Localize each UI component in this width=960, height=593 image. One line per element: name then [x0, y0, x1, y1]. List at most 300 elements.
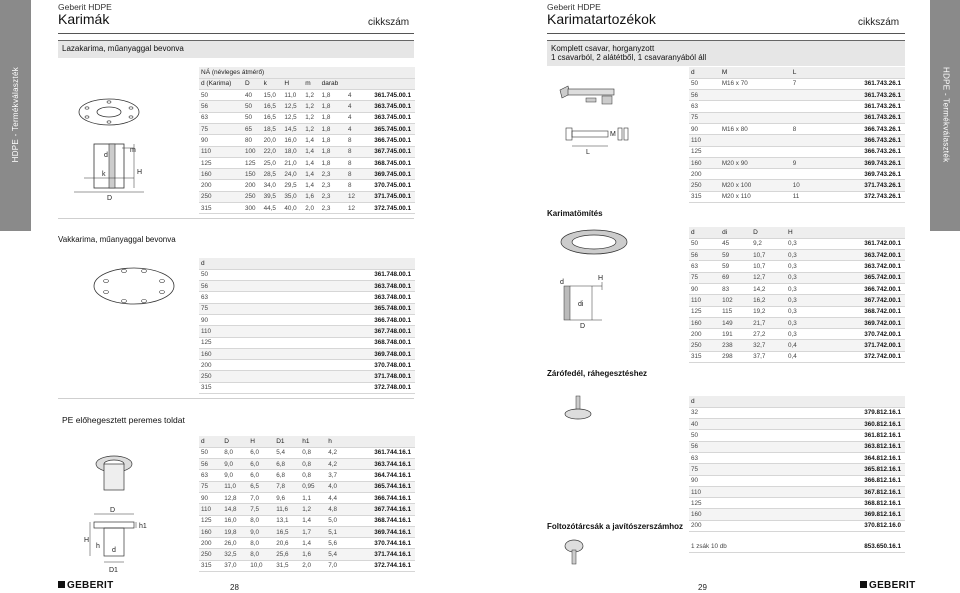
table-row [689, 272, 905, 283]
table-cell: 0,3 [786, 295, 813, 306]
table-cell: 10,7 [751, 261, 786, 272]
table-row [689, 123, 905, 134]
article-number: 368.748.00.1 [254, 337, 415, 348]
table-row [199, 549, 415, 560]
page-number: 29 [698, 583, 707, 592]
csavar-table [689, 67, 905, 203]
table-cell: 1,2 [303, 112, 319, 123]
section-heading-foltozo: Foltozótárcsák a javítószerszámhoz [547, 522, 684, 531]
table-cell: 6,0 [248, 459, 274, 470]
table-cell: 25,0 [262, 157, 283, 168]
table-cell [791, 169, 814, 180]
dim-d: d [112, 547, 116, 554]
table-cell: 16,0 [222, 515, 248, 526]
table-cell: 16,5 [262, 112, 283, 123]
left-page [0, 0, 470, 593]
table-cell: 16,5 [262, 101, 283, 112]
table-cell: 12,7 [751, 272, 786, 283]
table-row [689, 452, 905, 463]
table-cell: 90 [689, 123, 720, 134]
dim-h1: h1 [139, 523, 147, 530]
table-cell: 9,0 [222, 470, 248, 481]
table-cell: 200 [243, 180, 262, 191]
dim-D: D [110, 507, 116, 514]
section-heading-zarofedel: Zárófedél, ráhegesztéshez [547, 369, 648, 378]
table-row [199, 135, 415, 146]
table-cell: 21,0 [282, 157, 303, 168]
table-cell: 6,5 [248, 481, 274, 492]
table-cell: 125 [199, 157, 243, 168]
vakkarima-table [199, 258, 415, 394]
table-cell: M16 x 80 [720, 123, 791, 134]
table-cell: 1,8 [320, 146, 346, 157]
table-cell: 6,0 [248, 447, 274, 458]
table-cell: 26,0 [222, 538, 248, 549]
table-cell: 59 [720, 261, 751, 272]
table-cell: 102 [720, 295, 751, 306]
table-cell: 56 [689, 250, 720, 261]
table-row [689, 351, 905, 362]
table-cell: 14,2 [751, 283, 786, 294]
table-cell: 250 [199, 371, 254, 382]
table-row [199, 169, 415, 180]
table-cell: 10 [791, 180, 814, 191]
blind-flange-drawing [84, 256, 184, 316]
table-cell: 4,4 [326, 492, 346, 503]
table-cell: 0,3 [786, 283, 813, 294]
table-cell: 0,3 [786, 238, 813, 249]
section-heading-csavar [547, 40, 905, 66]
table-cell: 110 [199, 504, 222, 515]
article-number: 364.744.16.1 [347, 470, 415, 481]
table-cell: 56 [689, 90, 720, 101]
table-cell: 0,3 [786, 250, 813, 261]
table-row [689, 135, 905, 146]
table-cell: 315 [689, 191, 720, 202]
article-number: 363.744.16.1 [347, 459, 415, 470]
article-number: 361.743.26.1 [814, 101, 905, 112]
article-number: 371.745.00.1 [360, 191, 415, 202]
table-cell: 2,3 [320, 203, 346, 214]
table-header-row [689, 227, 905, 238]
table-cell: 160 [199, 169, 243, 180]
table-cell: 50 [689, 238, 720, 249]
table-row [199, 459, 415, 470]
table-cell: 1,2 [300, 504, 326, 515]
brand-label: Geberit HDPE [58, 2, 112, 12]
table-cell: 50 [199, 269, 254, 280]
table-cell: 5,4 [274, 447, 300, 458]
article-number: 363.745.00.1 [360, 101, 415, 112]
table-row [689, 90, 905, 101]
title-rule [547, 33, 905, 34]
article-number: 372.744.16.1 [347, 560, 415, 571]
table-cell: 32,5 [222, 549, 248, 560]
article-number: 370.745.00.1 [360, 180, 415, 191]
col-d: d [689, 227, 720, 238]
table-cell: 6,8 [274, 459, 300, 470]
article-number: 368.744.16.1 [347, 515, 415, 526]
table-cell: 1,6 [303, 191, 319, 202]
table-cell: 125 [689, 146, 720, 157]
table-header-row [199, 78, 415, 89]
table-cell: 250 [689, 180, 720, 191]
table-cell: 90 [689, 283, 720, 294]
article-number: 370.744.16.1 [347, 538, 415, 549]
table-cell [720, 101, 791, 112]
table-cell: 0,4 [786, 351, 813, 362]
table-cell: 12,8 [222, 492, 248, 503]
table-cell: 200 [199, 538, 222, 549]
article-number: 363.745.00.1 [360, 112, 415, 123]
table-cell: 90 [199, 492, 222, 503]
table-cell: 50 [689, 430, 744, 441]
table-row [199, 180, 415, 191]
table-cell [791, 135, 814, 146]
table-cell: 160 [689, 157, 720, 168]
article-number: 361.742.00.1 [813, 238, 905, 249]
brand-label: Geberit HDPE [547, 2, 601, 12]
table-cell: 7,0 [248, 492, 274, 503]
table-row [199, 101, 415, 112]
table-cell: 1,7 [300, 526, 326, 537]
col-d: d [689, 67, 720, 78]
table-row [199, 90, 415, 101]
article-number: 363.812.16.1 [744, 441, 905, 452]
table-cell: 37,7 [751, 351, 786, 362]
table-row [199, 314, 415, 325]
lazakarima-table [199, 67, 415, 214]
table-cell: 50 [243, 112, 262, 123]
table-row [199, 146, 415, 157]
table-cell: 1,4 [303, 169, 319, 180]
table-header-row [199, 436, 415, 447]
col-d: d [199, 436, 222, 447]
gasket-drawing [550, 228, 650, 338]
table-cell: 8,0 [248, 538, 274, 549]
table-cell: 8 [791, 123, 814, 134]
table-cell: 8,0 [248, 549, 274, 560]
table-cell: 1,4 [300, 515, 326, 526]
table-cell: 191 [720, 329, 751, 340]
table-cell: 12 [346, 203, 360, 214]
title-rule [58, 33, 414, 34]
table-cell [720, 112, 791, 123]
table-row [689, 180, 905, 191]
table-cell: 200 [199, 180, 243, 191]
side-tab-label: HDPE - Termékválaszték [10, 67, 20, 163]
table-row [689, 191, 905, 202]
table-cell: 110 [199, 326, 254, 337]
table-cell: 56 [199, 101, 243, 112]
table-row [199, 281, 415, 292]
table-header-row [199, 258, 415, 269]
article-number: 367.742.00.1 [813, 295, 905, 306]
table-cell: 32 [689, 407, 744, 418]
table-cell: 315 [199, 560, 222, 571]
table-cell: 9,0 [222, 459, 248, 470]
table-cell: 3,7 [326, 470, 346, 481]
table-cell: 13,1 [274, 515, 300, 526]
table-cell: 14,8 [222, 504, 248, 515]
dim-d: d [560, 279, 564, 286]
table-cell: 12 [346, 191, 360, 202]
table-row [689, 295, 905, 306]
table-cell: 7 [791, 78, 814, 89]
dim-di: di [578, 301, 584, 308]
table-cell: 90 [199, 135, 243, 146]
table-cell: 10,0 [248, 560, 274, 571]
table-cell: 9,2 [751, 238, 786, 249]
table-cell: 1,1 [300, 492, 326, 503]
table-row [689, 146, 905, 157]
table-cell: 22,0 [262, 146, 283, 157]
table-cell: 16,2 [751, 295, 786, 306]
article-number: 366.743.26.1 [814, 135, 905, 146]
table-cell: 83 [720, 283, 751, 294]
table-cell: 6,0 [248, 470, 274, 481]
table-cell: 5,0 [326, 515, 346, 526]
table-row [689, 317, 905, 328]
article-number: 365.742.00.1 [813, 272, 905, 283]
article-number: 367.745.00.1 [360, 146, 415, 157]
table-cell: 14,5 [282, 123, 303, 134]
table-row [199, 515, 415, 526]
col-di: di [720, 227, 751, 238]
table-cell: 125 [689, 498, 744, 509]
table-cell: 0,3 [786, 317, 813, 328]
table-cell: 28,5 [262, 169, 283, 180]
table-row [689, 419, 905, 430]
table-cell: 15,0 [262, 90, 283, 101]
dim-L: L [586, 149, 590, 156]
article-number: 371.748.00.1 [254, 371, 415, 382]
table-row [199, 269, 415, 280]
table-cell: 8,0 [222, 447, 248, 458]
dim-H: H [598, 275, 604, 282]
table-row [689, 498, 905, 509]
table-cell: 315 [689, 351, 720, 362]
side-tab-right [930, 0, 960, 231]
article-number: 363.748.00.1 [254, 281, 415, 292]
table-cell: 12,5 [282, 112, 303, 123]
article-number: 361.743.26.1 [814, 112, 905, 123]
table-cell: 4,2 [326, 447, 346, 458]
table-cell: 75 [689, 272, 720, 283]
toldat-table [199, 436, 415, 572]
table-cell: 115 [720, 306, 751, 317]
table-row [689, 101, 905, 112]
dim-M: M [610, 131, 616, 138]
table-cell: 2,3 [320, 180, 346, 191]
table-cell: 2,3 [320, 169, 346, 180]
table-cell: 125 [689, 306, 720, 317]
table-cell: 200 [689, 329, 720, 340]
article-number: 371.744.16.1 [347, 549, 415, 560]
table-cell: 50 [199, 447, 222, 458]
table-cell: 7,8 [274, 481, 300, 492]
table-cell: 6,8 [274, 470, 300, 481]
table-cell: 1,8 [320, 101, 346, 112]
table-row [199, 348, 415, 359]
section-divider [58, 218, 414, 219]
page-number: 28 [230, 583, 239, 592]
table-cell: 63 [689, 452, 744, 463]
table-cell: 35,0 [282, 191, 303, 202]
table-cell [791, 101, 814, 112]
article-number: 366.812.16.1 [744, 475, 905, 486]
col-H: H [786, 227, 813, 238]
table-cell: 56 [199, 459, 222, 470]
table-cell: 0,4 [786, 340, 813, 351]
table-row [199, 504, 415, 515]
table-row [689, 509, 905, 520]
article-number: 371.742.00.1 [813, 340, 905, 351]
article-number: 369.743.26.1 [814, 157, 905, 168]
table-cell: 298 [720, 351, 751, 362]
table-cell: 32,7 [751, 340, 786, 351]
col-d: d [689, 396, 744, 407]
table-cell: 1,4 [303, 146, 319, 157]
table-row [689, 430, 905, 441]
table-cell: 1,4 [303, 135, 319, 146]
table-cell: 7,0 [326, 560, 346, 571]
table-row [199, 203, 415, 214]
table-row [199, 157, 415, 168]
table-row [689, 283, 905, 294]
col-d: d [199, 258, 254, 269]
table-row [199, 123, 415, 134]
table-row [689, 306, 905, 317]
table-cell: 19,8 [222, 526, 248, 537]
table-cell: 4 [346, 112, 360, 123]
table-row [199, 337, 415, 348]
table-cell: 4,8 [326, 504, 346, 515]
col-D1: D1 [274, 436, 300, 447]
table-cell: 0,3 [786, 329, 813, 340]
table-cell: 8 [346, 146, 360, 157]
article-number: 369.742.00.1 [813, 317, 905, 328]
col-d: d (Karima) [199, 78, 243, 89]
table-cell [791, 90, 814, 101]
table-cell: 250 [243, 191, 262, 202]
article-number: 853.650.16.1 [793, 541, 905, 552]
article-number: 361.744.16.1 [347, 447, 415, 458]
article-number: 370.812.16.0 [744, 520, 905, 531]
col-h1: h1 [300, 436, 326, 447]
col-h: h [326, 436, 346, 447]
table-cell [791, 112, 814, 123]
table-row [689, 329, 905, 340]
article-number: 366.742.00.1 [813, 283, 905, 294]
table-cell: 1,8 [320, 157, 346, 168]
table-row [689, 157, 905, 168]
table-cell: 40,0 [282, 203, 303, 214]
table-cell: 4 [346, 90, 360, 101]
article-number: 369.745.00.1 [360, 169, 415, 180]
page-title: Karimatartozékok [547, 11, 656, 27]
table-cell: 75 [199, 481, 222, 492]
right-page [490, 0, 960, 593]
article-number: 361.812.16.1 [744, 430, 905, 441]
heading-line-2: 1 csavarból, 2 alátétből, 1 csavaranyából áll [551, 53, 707, 62]
article-number: 361.743.26.1 [814, 90, 905, 101]
bolt-drawing [556, 82, 646, 157]
table-cell: 1,8 [320, 135, 346, 146]
dim-H: H [137, 169, 143, 176]
table-cell: 315 [199, 203, 243, 214]
table-cell: 25,6 [274, 549, 300, 560]
table-cell: 110 [689, 295, 720, 306]
table-cell: 75 [199, 123, 243, 134]
article-number: 361.743.26.1 [814, 78, 905, 89]
section-heading-lazakarima: Lazakarima, műanyaggal bevonva [58, 40, 414, 58]
flange-drawing [64, 82, 174, 202]
table-cell: 1,2 [303, 90, 319, 101]
table-cell: 11 [791, 191, 814, 202]
table-header-row [689, 67, 905, 78]
cikkszam-header: cikkszám [368, 17, 410, 28]
table-cell: 300 [243, 203, 262, 214]
table-cell: 8,0 [248, 515, 274, 526]
patch-disc-drawing [560, 536, 610, 568]
table-row [689, 169, 905, 180]
table-cell: 4 [346, 123, 360, 134]
article-number: 369.744.16.1 [347, 526, 415, 537]
table-row [199, 560, 415, 571]
cap-drawing [560, 392, 620, 432]
table-cell: 9 [791, 157, 814, 168]
table-cell: 11,0 [282, 90, 303, 101]
table-cell: M20 x 90 [720, 157, 791, 168]
table-cell: 0,3 [786, 272, 813, 283]
table-cell: 160 [689, 509, 744, 520]
table-cell: 80 [243, 135, 262, 146]
table-cell: 11,6 [274, 504, 300, 515]
table-cell: 1,8 [320, 112, 346, 123]
table-cell: 1,6 [300, 549, 326, 560]
table-cell [791, 146, 814, 157]
geberit-logo: GEBERIT [860, 580, 916, 591]
table-row [689, 486, 905, 497]
cikkszam-header: cikkszám [858, 17, 900, 28]
table-row [199, 526, 415, 537]
article-number: 369.748.00.1 [254, 348, 415, 359]
stub-flange-drawing [84, 452, 174, 577]
table-row [689, 441, 905, 452]
table-cell: 65 [243, 123, 262, 134]
table-cell: 250 [199, 549, 222, 560]
col-m: m [303, 78, 319, 89]
section-heading-tomites: Karimatömítés [547, 209, 603, 218]
table-cell: 18,0 [282, 146, 303, 157]
table-row [199, 470, 415, 481]
table-row [199, 360, 415, 371]
table-cell: 160 [199, 348, 254, 359]
section-heading-toldat: PE előhegesztett peremes toldat [58, 412, 193, 430]
table-header-row [689, 396, 905, 407]
table-cell: 63 [199, 292, 254, 303]
table-row [689, 112, 905, 123]
table-row [199, 481, 415, 492]
table-cell: 31,5 [274, 560, 300, 571]
section-divider [58, 398, 414, 399]
article-number: 368.742.00.1 [813, 306, 905, 317]
table-row [199, 447, 415, 458]
table-cell: M20 x 110 [720, 191, 791, 202]
table-cell: 149 [720, 317, 751, 328]
table-cell: 37,0 [222, 560, 248, 571]
